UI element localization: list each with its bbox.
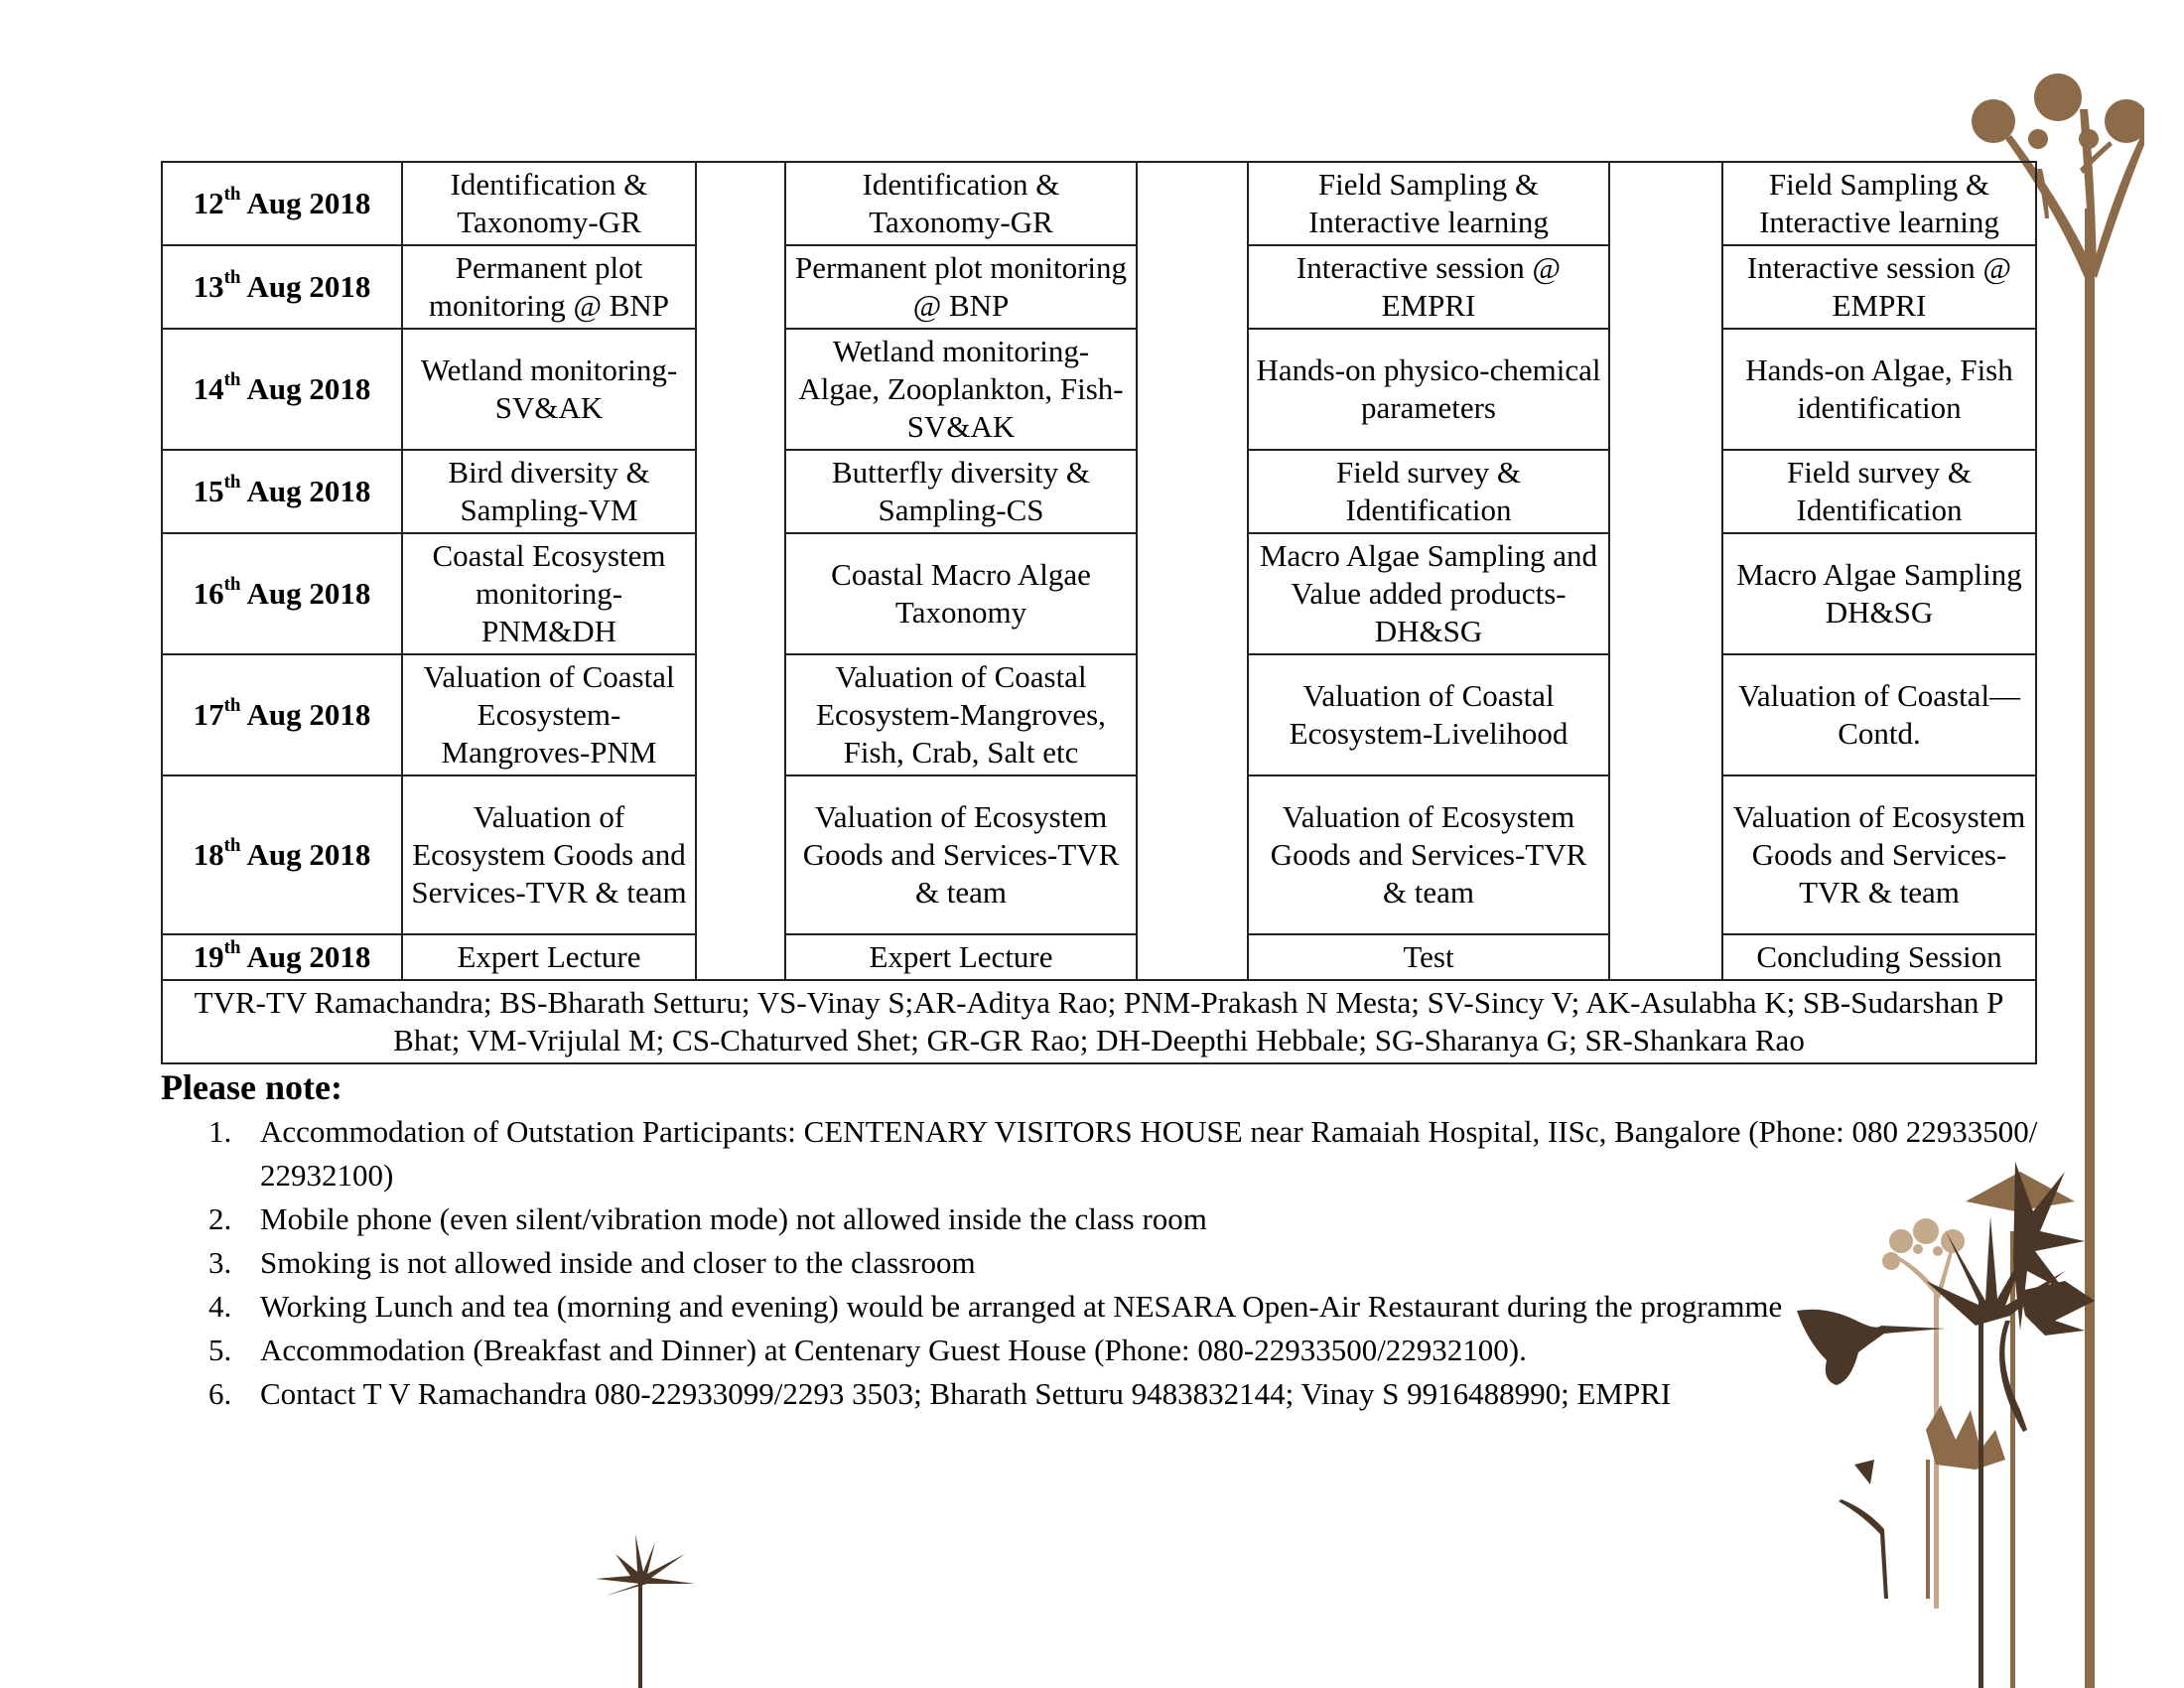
session-cell: Wetland monitoring-SV&AK <box>402 329 696 450</box>
session-cell: Field Sampling & Interactive learning <box>1722 162 2036 245</box>
session-cell: Wetland monitoring-Algae, Zooplankton, Fish- SV&AK <box>785 329 1137 450</box>
session-cell: Interactive session @ EMPRI <box>1722 245 2036 329</box>
training-schedule-table <box>161 161 2037 1064</box>
note-number: 1. <box>208 1114 232 1149</box>
session-cell: Butterfly diversity & Sampling-CS <box>785 450 1137 533</box>
note-item <box>208 1372 2055 1416</box>
session-cell: Identification & Taxonomy-GR <box>785 162 1137 245</box>
small-palm-icon <box>586 1524 715 1688</box>
session-cell: Coastal Macro Algae Taxonomy <box>785 533 1137 654</box>
session-cell: Hands-on Algae, Fish identification <box>1722 329 2036 450</box>
spacer-column <box>696 162 785 980</box>
date-cell: 18th Aug 2018 <box>162 775 402 934</box>
date-cell: 15th Aug 2018 <box>162 450 402 533</box>
session-cell: Valuation of Ecosystem Goods and Services-TVR & team <box>402 775 696 934</box>
session-cell: Permanent plot monitoring @ BNP <box>785 245 1137 329</box>
session-cell: Macro Algae Sampling and Value added products-DH&SG <box>1248 533 1609 654</box>
session-cell: Identification & Taxonomy-GR <box>402 162 696 245</box>
note-item <box>208 1197 2055 1241</box>
session-cell: Valuation of Coastal—Contd. <box>1722 654 2036 775</box>
session-cell: Hands-on physico-chemical parameters <box>1248 329 1609 450</box>
table-row <box>162 329 2036 450</box>
session-cell: Field Sampling & Interactive learning <box>1248 162 1609 245</box>
session-cell: Concluding Session <box>1722 934 2036 980</box>
notes-list <box>208 1110 2055 1416</box>
session-cell: Valuation of Ecosystem Goods and Services-TVR & team <box>785 775 1137 934</box>
session-cell: Valuation of Ecosystem Goods and Services-TVR & team <box>1248 775 1609 934</box>
note-number: 5. <box>208 1333 232 1367</box>
note-number: 3. <box>208 1245 232 1280</box>
spacer-column <box>1609 162 1722 980</box>
date-cell: 12th Aug 2018 <box>162 162 402 245</box>
date-cell: 19th Aug 2018 <box>162 934 402 980</box>
abbreviation-legend: TVR-TV Ramachandra; BS-Bharath Setturu; VS-Vinay S;AR-Aditya Rao; PNM-Prakash N Mesta; SV-Sincy V; AK-Asulabha K; SB-Sudarshan P Bhat; VM-Vrijulal M; CS-Chaturved Shet; GR-GR Rao; DH-Deepthi Hebbale; SG-Sharanya G; SR-Shankara Rao <box>162 980 2036 1063</box>
session-cell: Macro Algae Sampling DH&SG <box>1722 533 2036 654</box>
session-cell: Bird diversity & Sampling-VM <box>402 450 696 533</box>
table-row <box>162 775 2036 934</box>
note-text: Working Lunch and tea (morning and evening) would be arranged at NESARA Open-Air Restaurant during the programme <box>260 1289 1783 1324</box>
session-cell: Field survey & Identification <box>1722 450 2036 533</box>
note-number: 4. <box>208 1289 232 1324</box>
session-cell: Valuation of Coastal Ecosystem-Mangroves-PNM <box>402 654 696 775</box>
note-text: Mobile phone (even silent/vibration mode) not allowed inside the class room <box>260 1201 1207 1236</box>
note-text: Accommodation (Breakfast and Dinner) at Centenary Guest House (Phone: 080-22933500/22932100). <box>260 1333 1527 1367</box>
date-cell: 17th Aug 2018 <box>162 654 402 775</box>
table-row <box>162 533 2036 654</box>
session-cell: Expert Lecture <box>402 934 696 980</box>
session-cell: Valuation of Coastal Ecosystem-Mangroves, Fish, Crab, Salt etc <box>785 654 1137 775</box>
note-item <box>208 1241 2055 1285</box>
note-number: 2. <box>208 1201 232 1236</box>
table-row <box>162 450 2036 533</box>
session-cell: Permanent plot monitoring @ BNP <box>402 245 696 329</box>
note-item <box>208 1329 2055 1372</box>
table-row <box>162 245 2036 329</box>
table-row <box>162 654 2036 775</box>
note-number: 6. <box>208 1376 232 1411</box>
note-item <box>208 1110 2055 1197</box>
session-cell: Coastal Ecosystem monitoring-PNM&DH <box>402 533 696 654</box>
note-text: Smoking is not allowed inside and closer to the classroom <box>260 1245 976 1280</box>
session-cell: Valuation of Coastal Ecosystem-Livelihood <box>1248 654 1609 775</box>
table-row <box>162 162 2036 245</box>
session-cell: Field survey & Identification <box>1248 450 1609 533</box>
legend-row <box>162 980 2036 1063</box>
note-item <box>208 1285 2055 1329</box>
date-cell: 13th Aug 2018 <box>162 245 402 329</box>
spacer-column <box>1137 162 1248 980</box>
session-cell: Interactive session @ EMPRI <box>1248 245 1609 329</box>
date-cell: 16th Aug 2018 <box>162 533 402 654</box>
note-text: Accommodation of Outstation Participants: CENTENARY VISITORS HOUSE near Ramaiah Hospital, IISc, Bangalore (Phone: 080 22933500/ 22932100) <box>260 1114 2038 1193</box>
table-row <box>162 934 2036 980</box>
notes-heading: Please note: <box>161 1067 342 1107</box>
note-text: Contact T V Ramachandra 080-22933099/2293 3503; Bharath Setturu 9483832144; Vinay S 9916488990; EMPRI <box>260 1376 1672 1411</box>
session-cell: Expert Lecture <box>785 934 1137 980</box>
session-cell: Valuation of Ecosystem Goods and Services-TVR & team <box>1722 775 2036 934</box>
date-cell: 14th Aug 2018 <box>162 329 402 450</box>
session-cell: Test <box>1248 934 1609 980</box>
